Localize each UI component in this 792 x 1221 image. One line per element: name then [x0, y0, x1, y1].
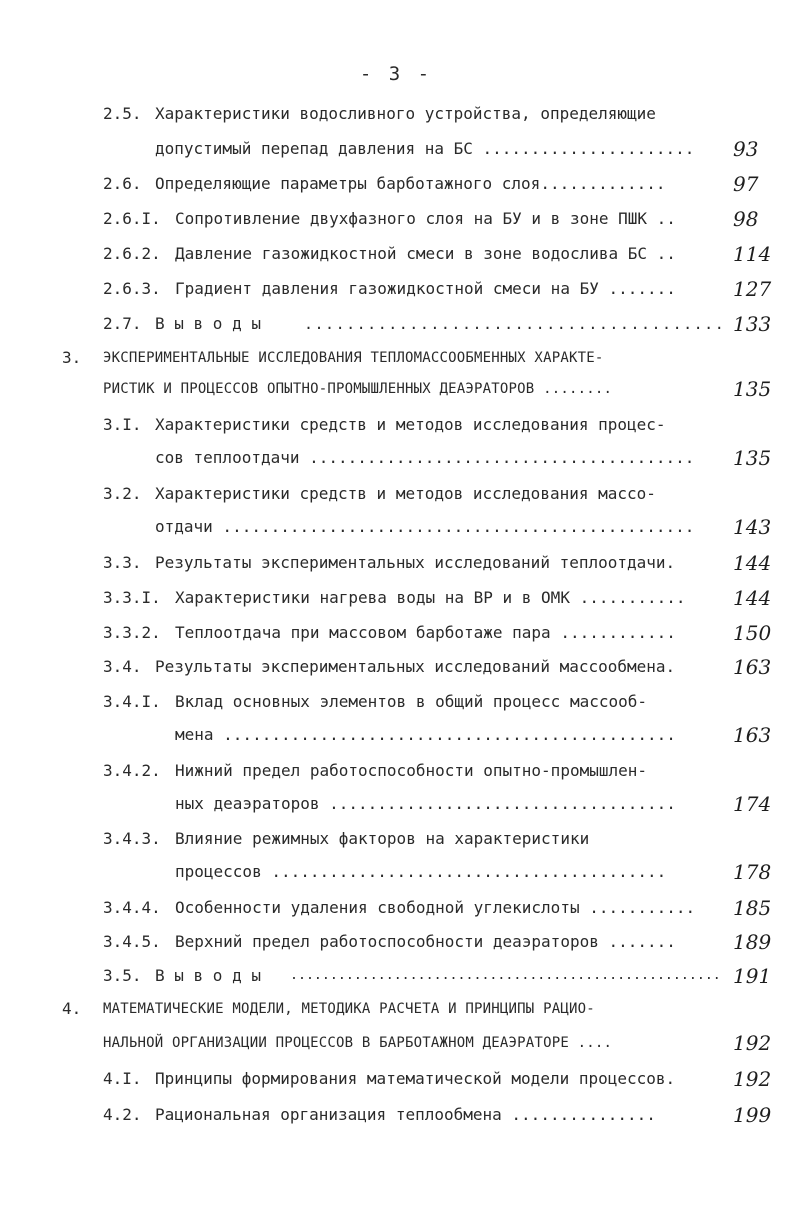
toc-entry-3-3-1 [0, 583, 792, 613]
page-ref: 143 [733, 515, 772, 539]
entry-number: 2.6.3. [103, 279, 161, 298]
entry-number: 2.5. [103, 104, 142, 123]
entry-title: Результаты экспериментальных исследований массообмена. [155, 657, 676, 676]
entry-title: Результаты экспериментальных исследований теплоотдачи. [155, 553, 676, 572]
entry-title-line1: Характеристики водосливного устройства, определяющие [155, 104, 656, 123]
page-ref: 133 [733, 312, 772, 336]
entry-number: 3.4.4. [103, 898, 161, 917]
page-ref: 150 [733, 621, 772, 645]
entry-title-line1: Нижний предел работоспособности опытно-промышлен- [175, 761, 648, 780]
entry-number: 3.5. [103, 966, 142, 985]
entry-title-line2: сов теплоотдачи ........................................ [155, 448, 695, 467]
entry-title-line2: ных деаэраторов .................................... [175, 794, 676, 813]
entry-title: Теплоотдача при массовом барботаже пара ............ [175, 623, 676, 642]
entry-title-line1: Характеристики средств и методов исследования процес- [155, 415, 666, 434]
toc-entry-3-1 [0, 410, 792, 440]
entry-title: Рациональная организация теплообмена ............... [155, 1105, 656, 1124]
chapter-title-line1: МАТЕМАТИЧЕСКИЕ МОДЕЛИ, МЕТОДИКА РАСЧЕТА И ПРИНЦИПЫ РАЦИО- [103, 1001, 595, 1017]
chapter-title-line1: ЭКСПЕРИМЕНТАЛЬНЫЕ ИССЛЕДОВАНИЯ ТЕПЛОМАССООБМЕННЫХ ХАРАКТЕ- [103, 350, 604, 366]
entry-title-line1: Характеристики средств и методов исследования массо- [155, 484, 656, 503]
page-ref: 192 [733, 1067, 772, 1091]
page-ref: 191 [733, 964, 772, 988]
entry-title: Верхний предел работоспособности деаэраторов ....... [175, 932, 676, 951]
toc-entry-2-6 [0, 169, 792, 199]
toc-entry-3-4-2 [0, 756, 792, 786]
page-ref: 114 [733, 242, 772, 266]
toc-chapter-4 [0, 994, 792, 1024]
entry-number: 3.2. [103, 484, 142, 503]
toc-entry-2-6-1 [0, 204, 792, 234]
entry-number: 2.6.I. [103, 209, 161, 228]
toc-entry-3-4 [0, 652, 792, 682]
page-ref: 174 [733, 792, 772, 816]
entry-title: Принципы формирования математической модели процессов. [155, 1069, 676, 1088]
toc-entry-2-6-3 [0, 274, 792, 304]
entry-title: Давление газожидкостной смеси в зоне водослива БС .. [175, 244, 676, 263]
entry-number: 3.3.2. [103, 623, 161, 642]
entry-number: 3.4.3. [103, 829, 161, 848]
page-ref: 178 [733, 860, 772, 884]
toc-entry-2-6-2 [0, 239, 792, 269]
page-ref: 163 [733, 723, 772, 747]
entry-number: 3.3.I. [103, 588, 161, 607]
entry-title: Определяющие параметры барботажного слоя............. [155, 174, 666, 193]
toc-chapter-3 [0, 343, 792, 373]
page-ref: 93 [733, 137, 759, 161]
toc-entry-3-5 [0, 961, 792, 991]
page-ref: 163 [733, 655, 772, 679]
entry-number: 3.I. [103, 415, 142, 434]
entry-title-line2: отдачи ................................................. [155, 517, 695, 536]
entry-title-line2: мена ............................................... [175, 725, 676, 744]
entry-title: Характеристики нагрева воды на ВР и в ОМК ........... [175, 588, 686, 607]
toc-entry-3-4-3 [0, 824, 792, 854]
entry-title-line1: Вклад основных элементов в общий процесс массооб- [175, 692, 648, 711]
entry-title: В ы в о д ы [155, 966, 261, 985]
entry-title-line2: процессов ......................................... [175, 862, 667, 881]
entry-number: 3.4. [103, 657, 142, 676]
page-ref: 135 [733, 446, 772, 470]
page-ref: 135 [733, 377, 772, 401]
entry-number: 2.6. [103, 174, 142, 193]
toc-entry-4-2 [0, 1100, 792, 1130]
chapter-number: 4. [62, 999, 82, 1018]
entry-title-line2: допустимый перепад давления на БС ...................... [155, 139, 695, 158]
toc-entry-3-4-4 [0, 893, 792, 923]
entry-title: Особенности удаления свободной углекислоты ........... [175, 898, 696, 917]
chapter-title-line2: РИСТИК И ПРОЦЕССОВ ОПЫТНО-ПРОМЫШЛЕННЫХ ДЕАЭРАТОРОВ ........ [103, 381, 613, 397]
entry-number: 4.2. [103, 1105, 142, 1124]
page-ref: 97 [733, 172, 759, 196]
entry-number: 3.3. [103, 553, 142, 572]
entry-number: 3.4.2. [103, 761, 161, 780]
toc-entry-4-1 [0, 1064, 792, 1094]
toc-entry-3-3 [0, 548, 792, 578]
leader-dots: ........................................ [304, 315, 726, 333]
entry-number: 3.4.I. [103, 692, 161, 711]
entry-title-line1: Влияние режимных факторов на характеристики [175, 829, 590, 848]
toc-entry-3-4-5 [0, 927, 792, 957]
toc-entry-3-3-2 [0, 618, 792, 648]
entry-number: 4.I. [103, 1069, 142, 1088]
chapter-title-line2: НАЛЬНОЙ ОРГАНИЗАЦИИ ПРОЦЕССОВ В БАРБОТАЖНОМ ДЕАЭРАТОРЕ .... [103, 1035, 613, 1051]
entry-number: 2.6.2. [103, 244, 161, 263]
page-ref: 199 [733, 1103, 772, 1127]
entry-title: Сопротивление двухфазного слоя на БУ и в зоне ПШК .. [175, 209, 676, 228]
page-ref: 185 [733, 896, 772, 920]
toc-entry-3-2 [0, 479, 792, 509]
chapter-number: 3. [62, 348, 82, 367]
leader-dots: ...................................................... [290, 968, 721, 983]
page-ref: 144 [733, 586, 772, 610]
page-ref: 189 [733, 930, 772, 954]
toc-entry-3-4-1 [0, 687, 792, 717]
page-ref: 127 [733, 277, 772, 301]
entry-number: 3.4.5. [103, 932, 161, 951]
entry-number: 2.7. [103, 314, 142, 333]
page-ref: 192 [733, 1031, 772, 1055]
entry-title: Градиент давления газожидкостной смеси на БУ ....... [175, 279, 676, 298]
page-ref: 98 [733, 207, 759, 231]
page-number: - 3 - [359, 63, 433, 85]
toc-entry-2-7 [0, 309, 792, 339]
entry-title: В ы в о д ы [155, 314, 261, 333]
toc-entry-2-5 [0, 99, 792, 129]
page-ref: 144 [733, 551, 772, 575]
